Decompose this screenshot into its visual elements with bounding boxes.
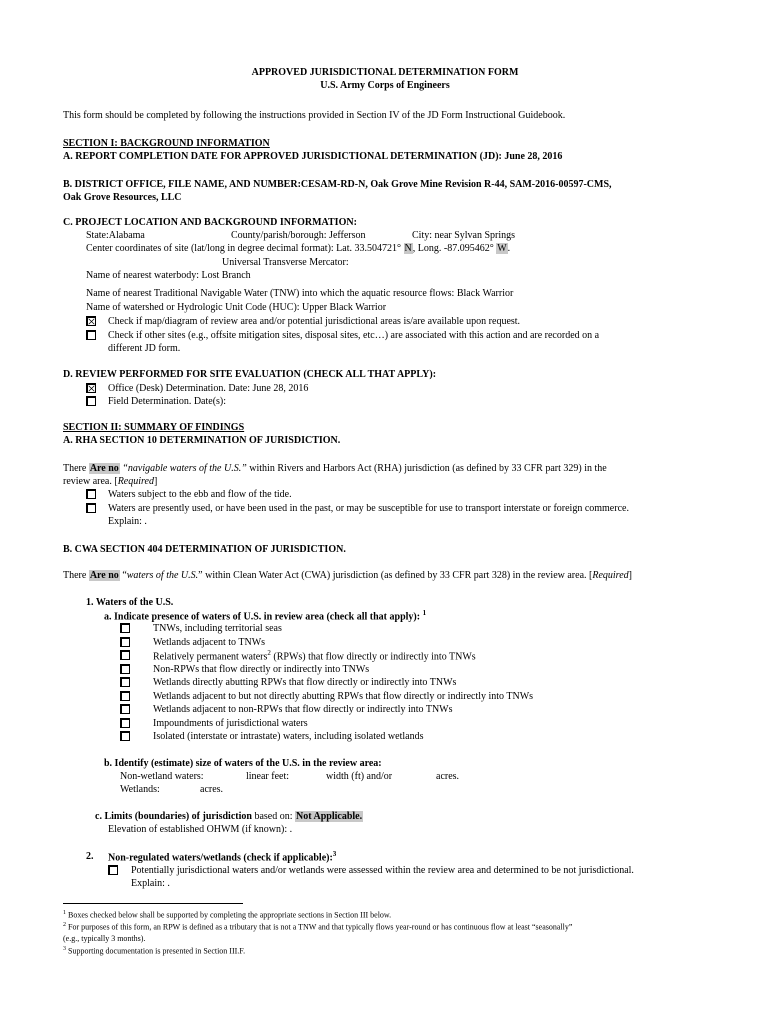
waters-heading: 1. Waters of the U.S. [86,597,174,608]
rha-explain: Explain: . [108,516,147,527]
waters-item-isolated: Isolated (interstate or intrastate) waters, including isolated wetlands [153,731,424,742]
rha-line2-post: ] [153,476,158,487]
waters-checkbox-adjacent-nonrpw[interactable] [120,704,130,714]
waters-checkbox-isolated[interactable] [120,731,130,741]
coordinates-end: . [507,243,511,254]
footnote-3-text: Supporting documentation is presented in Section III.F. [66,946,246,956]
limits-based-on: based on: [251,811,295,822]
cwa-pre: There [63,570,89,581]
other-sites-checkbox[interactable] [86,330,96,340]
footnote-ref-1: 1 [422,609,427,617]
acres-label: acres. [436,771,460,782]
county-field: County/parish/borough: Jefferson [231,230,366,241]
state-field: State:Alabama [86,230,145,241]
nearest-waterbody: Name of nearest waterbody: Lost Branch [86,270,251,281]
waters-checkbox-adjacent-rpw[interactable] [120,691,130,701]
other-sites-label-2: different JD form. [108,343,181,354]
width-label: width (ft) and/or [326,771,393,782]
field-label: Field Determination. Date(s): [108,396,227,407]
cwa-quote: “ [119,570,127,581]
rha-italic: “navigable waters of the U.S.” [119,463,247,474]
nonreg-checkbox[interactable] [108,865,118,875]
waters-checkbox-abutting[interactable] [120,677,130,687]
waters-checkbox-tnw[interactable] [120,623,130,633]
ohwm-line: Elevation of established OHWM (if known): . [108,824,293,835]
waters-item-tnw: TNWs, including territorial seas [153,623,282,634]
footnote-2-text: For purposes of this form, an RPW is defined as a tributary that is not a TNW and that typically flows year-round or has continuous flow at least “seasonally” [66,922,573,932]
rha-line2-pre: review area. [ [63,476,118,487]
presently-checkbox[interactable] [86,503,96,513]
footnote-divider [63,903,243,904]
waters-b-heading: b. Identify (estimate) size of waters of the U.S. in the review area: [104,758,382,769]
section1-d-heading: D. REVIEW PERFORMED FOR SITE EVALUATION (CHECK ALL THAT APPLY): [63,369,437,380]
section1-heading: SECTION I: BACKGROUND INFORMATION [63,138,270,149]
nonreg-number: 2. [86,851,94,862]
nonreg-heading-text: Non-regulated waters/wetlands (check if applicable): [108,852,333,864]
nonwetland-label: Non-wetland waters: [120,771,204,782]
waters-checkbox-wetlands-tnw[interactable] [120,637,130,647]
waters-item-nonrpw: Non-RPWs that flow directly or indirectly into TNWs [153,664,370,675]
waters-a-text: a. Indicate presence of waters of U.S. in review area (check all that apply): [104,611,421,623]
other-sites-label-1: Check if other sites (e.g., offsite mitigation sites, disposal sites, etc…) are associated with this action and are recorded on a [108,330,600,341]
wetlands-acres-label: acres. [200,784,224,795]
intro-text: This form should be completed by following the instructions provided in Section IV of the JD Form Instructional Guidebook. [63,110,566,121]
rpw-rest: (RPWs) that flow directly or indirectly into TNWs [270,651,476,663]
footnote-3-mark: 3 [63,946,66,952]
limits-heading: c. Limits (boundaries) of jurisdiction [95,811,252,822]
footnote-1-mark: 1 [63,910,66,916]
footnote-2-line2: (e.g., typically 3 months). [63,934,146,943]
presently-label: Waters are presently used, or have been used in the past, or may be susceptible for use to transport interstate or foreign commerce. [108,503,629,514]
coordinates-line [86,242,510,255]
waters-checkbox-nonrpw[interactable] [120,664,130,674]
section2-heading: SECTION II: SUMMARY OF FINDINGS [63,422,245,433]
waters-item-adjacent-rpw: Wetlands adjacent to but not directly abutting RPWs that flow directly or indirectly into TNWs [153,691,534,702]
section2-b-heading: B. CWA SECTION 404 DETERMINATION OF JURISDICTION. [63,544,346,555]
waters-item-wetlands-tnw: Wetlands adjacent to TNWs [153,637,266,648]
footnote-1 [63,910,391,921]
rha-post: within Rivers and Harbors Act (RHA) jurisdiction (as defined by 33 CFR part 329) in the [246,463,607,474]
wetlands-label: Wetlands: [120,784,160,795]
waters-checkbox-rpw[interactable] [120,650,130,660]
footnote-3 [63,946,245,957]
waters-item-rpw [153,649,476,663]
nonreg-explain: Explain: . [131,878,170,889]
office-label: Office (Desk) Determination. Date: June 28, 2016 [108,383,309,394]
long-direction[interactable]: W [497,243,507,254]
map-checkbox-label: Check if map/diagram of review area and/or potential jurisdictional areas is/are available upon request. [108,316,521,327]
coordinates-label: Center coordinates of site (lat/long in degree decimal format): Lat. 33.504721° [86,243,404,254]
coordinates-long: , Long. -87.095462° [412,243,497,254]
nonreg-line1: Potentially jurisdictional waters and/or wetlands were assessed within the review area and determined to be not jurisdictional. [131,865,634,876]
waters-item-impoundments: Impoundments of jurisdictional waters [153,718,308,729]
footnote-2-mark: 2 [63,922,66,928]
watershed-huc: Name of watershed or Hydrologic Unit Code (HUC): Upper Black Warrior [86,302,387,313]
rha-statement-line2 [63,475,157,488]
form-title: APPROVED JURISDICTIONAL DETERMINATION FORM [251,67,519,78]
form-subtitle: U.S. Army Corps of Engineers [320,80,450,91]
rha-statement [63,462,607,475]
cwa-statement [63,569,632,582]
nearest-tnw: Name of nearest Traditional Navigable Water (TNW) into which the aquatic resource flows: Black Warrior [86,288,514,299]
office-checkbox[interactable] [86,383,96,393]
section1-b-line1: B. DISTRICT OFFICE, FILE NAME, AND NUMBER:CESAM-RD-N, Oak Grove Mine Revision R-44, SAM-2016-00597-CMS, [63,179,612,190]
section2-a-heading: A. RHA SECTION 10 DETERMINATION OF JURISDICTION. [63,435,341,446]
waters-checkbox-impoundments[interactable] [120,718,130,728]
ebb-label: Waters subject to the ebb and flow of the tide. [108,489,292,500]
rpw-label: Relatively permanent waters [153,651,268,663]
map-checkbox[interactable] [86,316,96,326]
cwa-selection[interactable]: Are no [89,570,119,581]
section1-c-heading: C. PROJECT LOCATION AND BACKGROUND INFORMATION: [63,217,357,228]
rha-required: Required [117,476,154,487]
cwa-italic: waters of the U.S. [126,570,199,581]
footnote-ref-3: 3 [332,850,337,858]
cwa-post: ” within Clean Water Act (CWA) jurisdiction (as defined by 33 CFR part 328) in the review area. [ [198,570,593,581]
linear-feet-label: linear feet: [246,771,290,782]
cwa-required: Required [592,570,629,581]
limits-line [95,810,363,823]
section1-a: A. REPORT COMPLETION DATE FOR APPROVED JURISDICTIONAL DETERMINATION (JD): June 28, 2016 [63,151,563,162]
city-field: City: near Sylvan Springs [412,230,516,241]
limits-selection[interactable]: Not Applicable. [296,811,363,822]
check-x-icon [88,318,95,325]
footnote-1-text: Boxes checked below shall be supported by completing the appropriate sections in Section III below. [66,910,392,920]
footnote-2-line1 [63,922,572,933]
utm-field: Universal Transverse Mercator: [222,257,349,268]
lat-direction[interactable]: N [404,243,412,254]
waters-item-abutting: Wetlands directly abutting RPWs that flow directly or indirectly into TNWs [153,677,457,688]
check-x-icon [88,385,95,392]
rha-pre: There [63,463,89,474]
nonreg-heading [108,850,336,864]
waters-item-adjacent-nonrpw: Wetlands adjacent to non-RPWs that flow directly or indirectly into TNWs [153,704,453,715]
ebb-checkbox[interactable] [86,489,96,499]
footnote-ref-2: 2 [267,649,271,657]
rha-selection[interactable]: Are no [89,463,119,474]
field-checkbox[interactable] [86,396,96,406]
cwa-end: ] [628,570,632,581]
section1-b-line2: Oak Grove Resources, LLC [63,192,182,203]
